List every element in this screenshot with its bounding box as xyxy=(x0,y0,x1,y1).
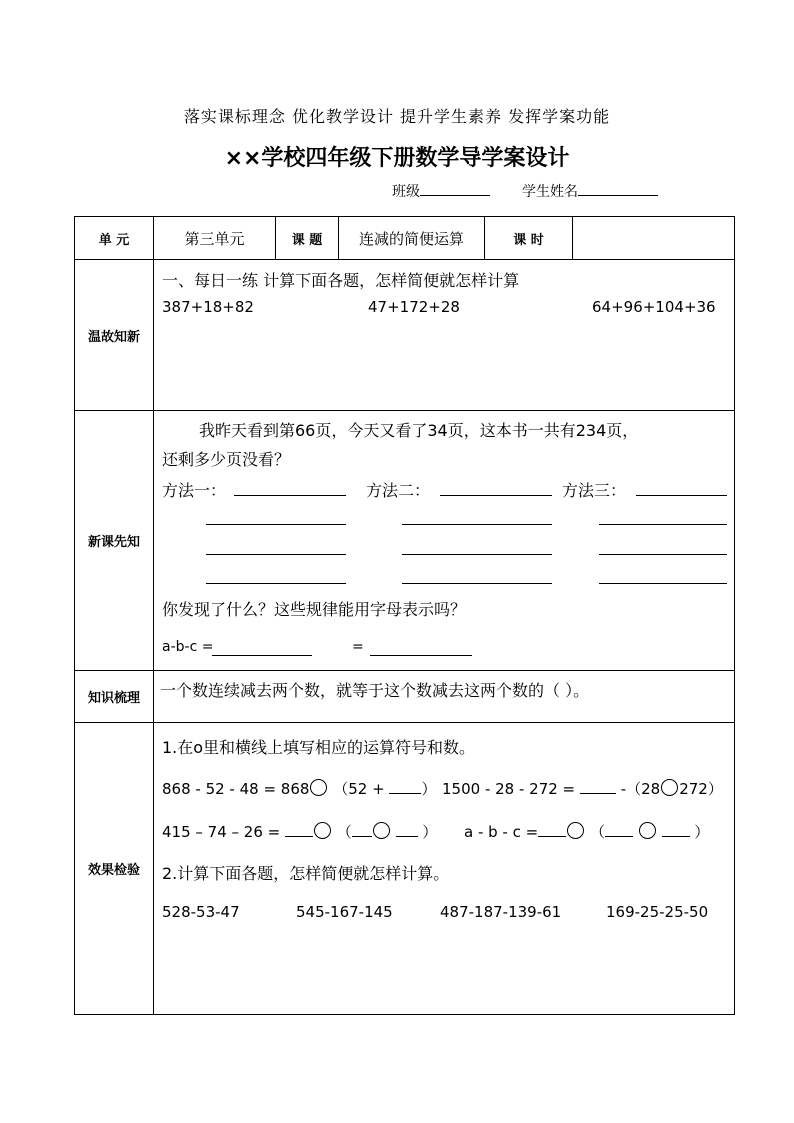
exercise-1b-mid: -（28 xyxy=(620,780,661,798)
operator-circle[interactable] xyxy=(310,779,327,796)
knowledge-text: 一个数连续减去两个数，就等于这个数减去这两个数的（ ）。 xyxy=(160,681,590,700)
formula-prefix: a-b-c = xyxy=(162,639,214,655)
exercise-1a-mid: （52 + xyxy=(333,780,385,798)
slogan: 落实课标理念 优化教学设计 提升学生素养 发挥学案功能 xyxy=(183,107,611,126)
exercise-2b-end: ） xyxy=(694,823,710,841)
answer-blank[interactable] xyxy=(389,779,421,794)
exercise-1a xyxy=(162,778,436,799)
method-3-blank-1[interactable] xyxy=(636,495,727,496)
new-lesson-question-line2: 还剩多少页没看？ xyxy=(162,450,291,469)
new-lesson-content xyxy=(154,411,735,671)
operator-circle[interactable] xyxy=(314,822,331,839)
review-problem-3: 64+96+104+36 xyxy=(592,298,716,316)
answer-blank[interactable] xyxy=(605,822,633,837)
exercise-2a xyxy=(162,821,437,842)
class-blank[interactable] xyxy=(420,181,490,196)
method-1-blank-1[interactable] xyxy=(234,495,346,496)
exercise-2b-prefix: a - b - c = xyxy=(464,823,539,841)
formula-equals: = xyxy=(352,639,364,655)
review-problem-1: 387+18+82 xyxy=(162,298,254,316)
new-lesson-label: 新课先知 xyxy=(75,411,154,671)
check-row xyxy=(75,723,735,1015)
discover-question: 你发现了什么？这些规律能用字母表示吗？ xyxy=(162,600,467,619)
page-title: ××学校四年级下册数学导学案设计 xyxy=(224,146,570,171)
review-label: 温故知新 xyxy=(75,260,154,411)
unit-label: 单 元 xyxy=(75,217,154,260)
period-label: 课 时 xyxy=(485,217,573,260)
answer-blank[interactable] xyxy=(580,779,616,794)
exercise-2b xyxy=(464,821,709,842)
method-1-blank-3[interactable] xyxy=(206,554,346,555)
method-2-blank-2[interactable] xyxy=(402,524,552,525)
knowledge-row xyxy=(75,671,735,723)
student-name-blank[interactable] xyxy=(578,181,658,196)
formula-blank-1[interactable] xyxy=(212,655,312,656)
answer-blank[interactable] xyxy=(352,822,372,837)
class-field xyxy=(392,181,490,201)
operator-circle[interactable] xyxy=(661,779,678,796)
exercise-1a-prefix: 868 - 52 - 48 = 868 xyxy=(162,780,310,798)
exercise-2a-end: ） xyxy=(422,823,438,841)
operator-circle[interactable] xyxy=(639,822,656,839)
check-problem-4: 169-25-25-50 xyxy=(606,903,709,921)
student-name-field xyxy=(522,181,658,201)
check-label: 效果检验 xyxy=(75,723,154,1015)
lesson-table xyxy=(74,216,735,1015)
new-lesson-question-line1: 我昨天看到第66页，今天又看了34页，这本书一共有234页， xyxy=(199,421,639,440)
unit-value: 第三单元 xyxy=(154,217,276,260)
method-1-blank-4[interactable] xyxy=(206,583,346,584)
class-label: 班级 xyxy=(392,184,420,200)
review-row xyxy=(75,260,735,411)
check-content xyxy=(154,723,735,1015)
check-problem-2: 545-167-145 xyxy=(296,903,393,921)
review-content xyxy=(154,260,735,411)
exercise-1b-prefix: 1500 - 28 - 272 = xyxy=(442,780,576,798)
method-1-label: 方法一： xyxy=(162,481,227,500)
operator-circle[interactable] xyxy=(567,822,584,839)
student-name-label: 学生姓名 xyxy=(522,184,578,200)
method-3-blank-2[interactable] xyxy=(599,524,727,525)
method-1-blank-2[interactable] xyxy=(206,524,346,525)
check-problem-3: 487-187-139-61 xyxy=(440,903,562,921)
exercise-1b-end: 272） xyxy=(679,780,723,798)
method-3-blank-3[interactable] xyxy=(599,554,727,555)
new-lesson-row xyxy=(75,411,735,671)
topic-value: 连减的简便运算 xyxy=(339,217,485,260)
exercise-2b-open: （ xyxy=(589,823,605,841)
knowledge-content xyxy=(154,671,735,723)
method-2-blank-1[interactable] xyxy=(440,495,552,496)
review-problem-2: 47+172+28 xyxy=(368,298,460,316)
table-header-row xyxy=(75,217,735,260)
check-problem-1: 528-53-47 xyxy=(162,903,240,921)
check-question-2: 2.计算下面各题，怎样简便就怎样计算。 xyxy=(162,864,450,883)
period-value[interactable] xyxy=(573,217,735,260)
exercise-1a-end: ） xyxy=(421,780,437,798)
operator-circle[interactable] xyxy=(373,822,390,839)
method-3-blank-4[interactable] xyxy=(599,583,727,584)
answer-blank[interactable] xyxy=(538,822,566,837)
topic-label: 课 题 xyxy=(276,217,339,260)
check-question-1: 1.在o里和横线上填写相应的运算符号和数。 xyxy=(162,738,476,757)
answer-blank[interactable] xyxy=(396,822,418,837)
method-2-label: 方法二： xyxy=(366,481,431,500)
formula-blank-2[interactable] xyxy=(370,655,472,656)
exercise-2a-open: （ xyxy=(336,823,352,841)
answer-blank[interactable] xyxy=(662,822,690,837)
answer-blank[interactable] xyxy=(285,822,313,837)
method-3-label: 方法三： xyxy=(562,481,627,500)
review-instruction: 一、每日一练 计算下面各题，怎样简便就怎样计算 xyxy=(162,271,520,290)
exercise-1b xyxy=(442,778,723,799)
knowledge-label: 知识梳理 xyxy=(75,671,154,723)
method-2-blank-3[interactable] xyxy=(402,554,552,555)
method-2-blank-4[interactable] xyxy=(402,583,552,584)
exercise-2a-prefix: 415 – 74 – 26 = xyxy=(162,823,281,841)
